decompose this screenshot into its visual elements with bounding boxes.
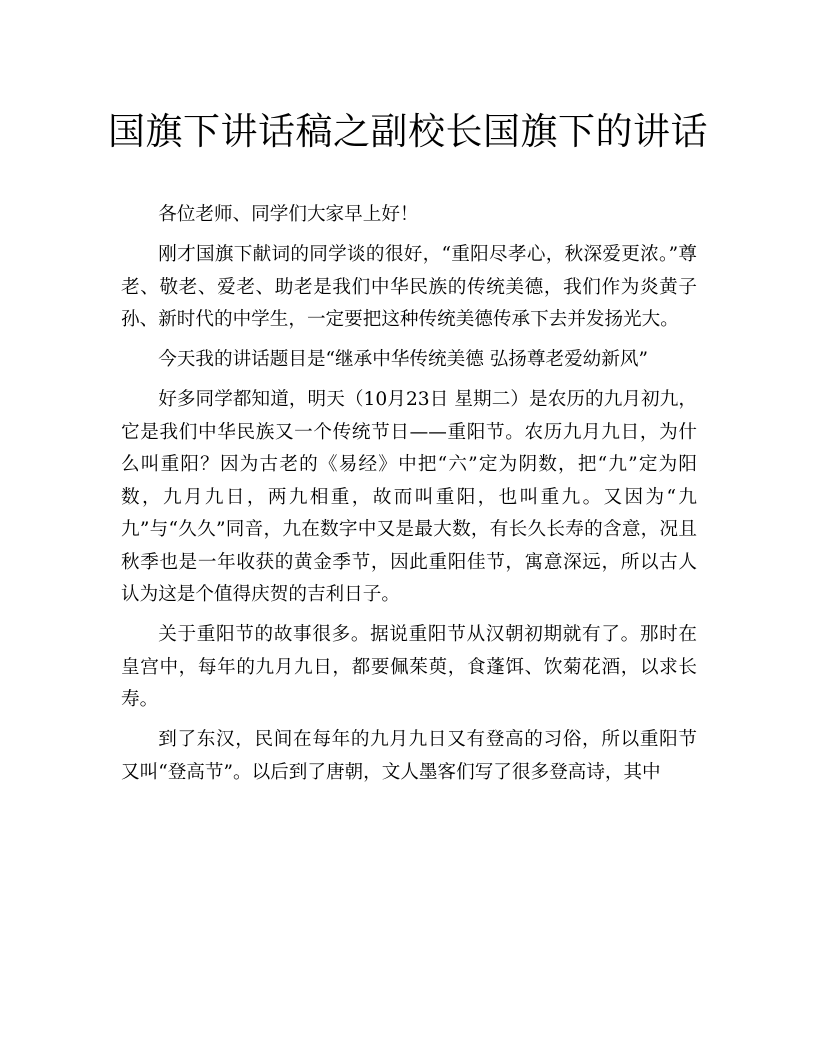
paragraph-greeting: 各位老师、同学们大家早上好！ [158, 204, 419, 225]
document-title: 国旗下讲话稿之副校长国旗下的讲话 [108, 110, 708, 153]
paragraph-history: 关于重阳节的故事很多。据说重阳节从汉朝初期就有了。那时在皇宫中，每年的九月九日，都要佩茱萸，食蓬饵、饮菊花酒，以求长寿。 [121, 624, 697, 711]
paragraph-climbing: 到了东汉，民间在每年的九月九日又有登高的习俗，所以重阳节又叫“登高节”。以后到了唐朝，文人墨客们写了很多登高诗，其中 [121, 729, 697, 783]
paragraph-topic: 今天我的讲话题目是“继承中华传统美德 弘扬尊老爱幼新风” [158, 349, 648, 371]
paragraph-intro: 刚才国旗下献词的同学谈的很好，“重阳尽孝心，秋深爱更浓。”尊老、敬老、爱老、助老是我们中华民族的传统美德，我们作为炎黄子孙、新时代的中学生，一定要把这种传统美德传承下去并发扬光大。 [121, 244, 697, 331]
paragraph-double-ninth: 好多同学都知道，明天（10月23日 星期二）是农历的九月初九，它是我们中华民族又一个传统节日——重阳节。农历九月九日，为什么叫重阳？因为古老的《易经》中把“六”定为阴数，把“九”定为阳数，九月九日，两九相重，故而叫重阳，也叫重九。又因为“九九”与“久久”同音，九在数字中又是最大数，有长久长寿的含意，况且秋季也是一年收获的黄金季节，因此重阳佳节，寓意深远，所以古人认为这是个值得庆贺的吉利日子。 [121, 389, 697, 606]
document-body [121, 199, 697, 797]
